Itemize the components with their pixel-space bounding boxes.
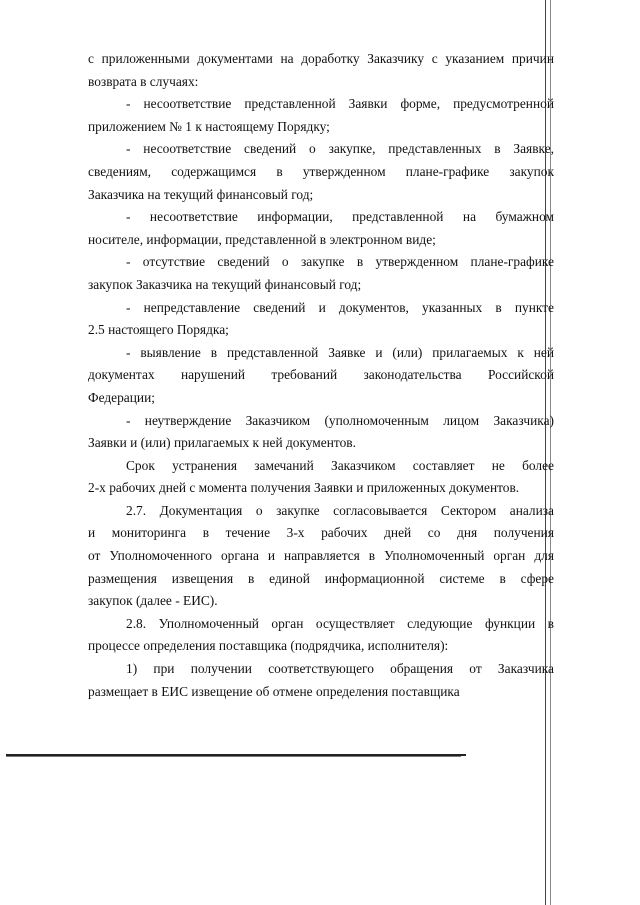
paragraph-line: документах нарушений требований законодательства Российской [88,367,554,383]
paragraph-line: от Уполномоченного органа и направляется в Уполномоченный орган для [88,548,554,564]
paragraph-line: процессе определения поставщика (подрядчика, исполнителя): [88,638,449,654]
paragraph-line: - непредставление сведений и документов, указанных в пункте [126,299,554,315]
page-separator-line [6,756,461,757]
paragraph-line: приложением № 1 к настоящему Порядку; [88,118,330,134]
paragraph-line: Заказчика на текущий финансовый год; [88,186,314,202]
paragraph-line: - несоответствие информации, представленной на бумажном [126,209,554,225]
paragraph-line: и мониторинга в течение 3-х рабочих дней со дня получения [88,525,554,541]
paragraph-line: - неутверждение Заказчиком (уполномоченным лицом Заказчика) [126,412,554,428]
paragraph-line: - выявление в представленной Заявке и (или) прилагаемых к ней [126,344,554,360]
paragraph-line: 2-х рабочих дней с момента получения Заявки и приложенных документов. [88,480,520,496]
paragraph-line: сведениям, содержащимся в утвержденном плане-графике закупок [88,163,554,179]
paragraph-line: возврата в случаях: [88,73,199,89]
paragraph-line: - отсутствие сведений о закупке в утвержденном плане-графике [126,254,554,270]
paragraph-line: размещения извещения в единой информационной системе в сфере [88,570,554,586]
paragraph-line: - несоответствие представленной Заявки форме, предусмотренной [126,96,554,112]
paragraph-line: - несоответствие сведений о закупке, представленных в Заявке, [126,141,554,157]
paragraph-line: 2.8. Уполномоченный орган осуществляет следующие функции в [126,615,554,631]
paragraph-line: закупок Заказчика на текущий финансовый год; [88,276,362,292]
paragraph-line: 2.7. Документация о закупке согласовывается Сектором анализа [126,502,554,518]
paragraph-line: Федерации; [88,389,155,405]
paragraph-line: 2.5 настоящего Порядка; [88,322,229,338]
document-body [88,48,554,703]
paragraph-line: носителе, информации, представленной в электронном виде; [88,231,436,247]
paragraph-line: размещает в ЕИС извещение об отмене определения поставщика [88,683,460,699]
paragraph-line: 1) при получении соответствующего обращения от Заказчика [126,661,554,677]
paragraph-line: с приложенными документами на доработку Заказчику с указанием причин [88,51,554,66]
paragraph-line: закупок (далее - ЕИС). [88,593,218,609]
paragraph-line: Срок устранения замечаний Заказчиком составляет не более [126,457,554,473]
paragraph-line: Заявки и (или) прилагаемых к ней документов. [88,435,356,451]
